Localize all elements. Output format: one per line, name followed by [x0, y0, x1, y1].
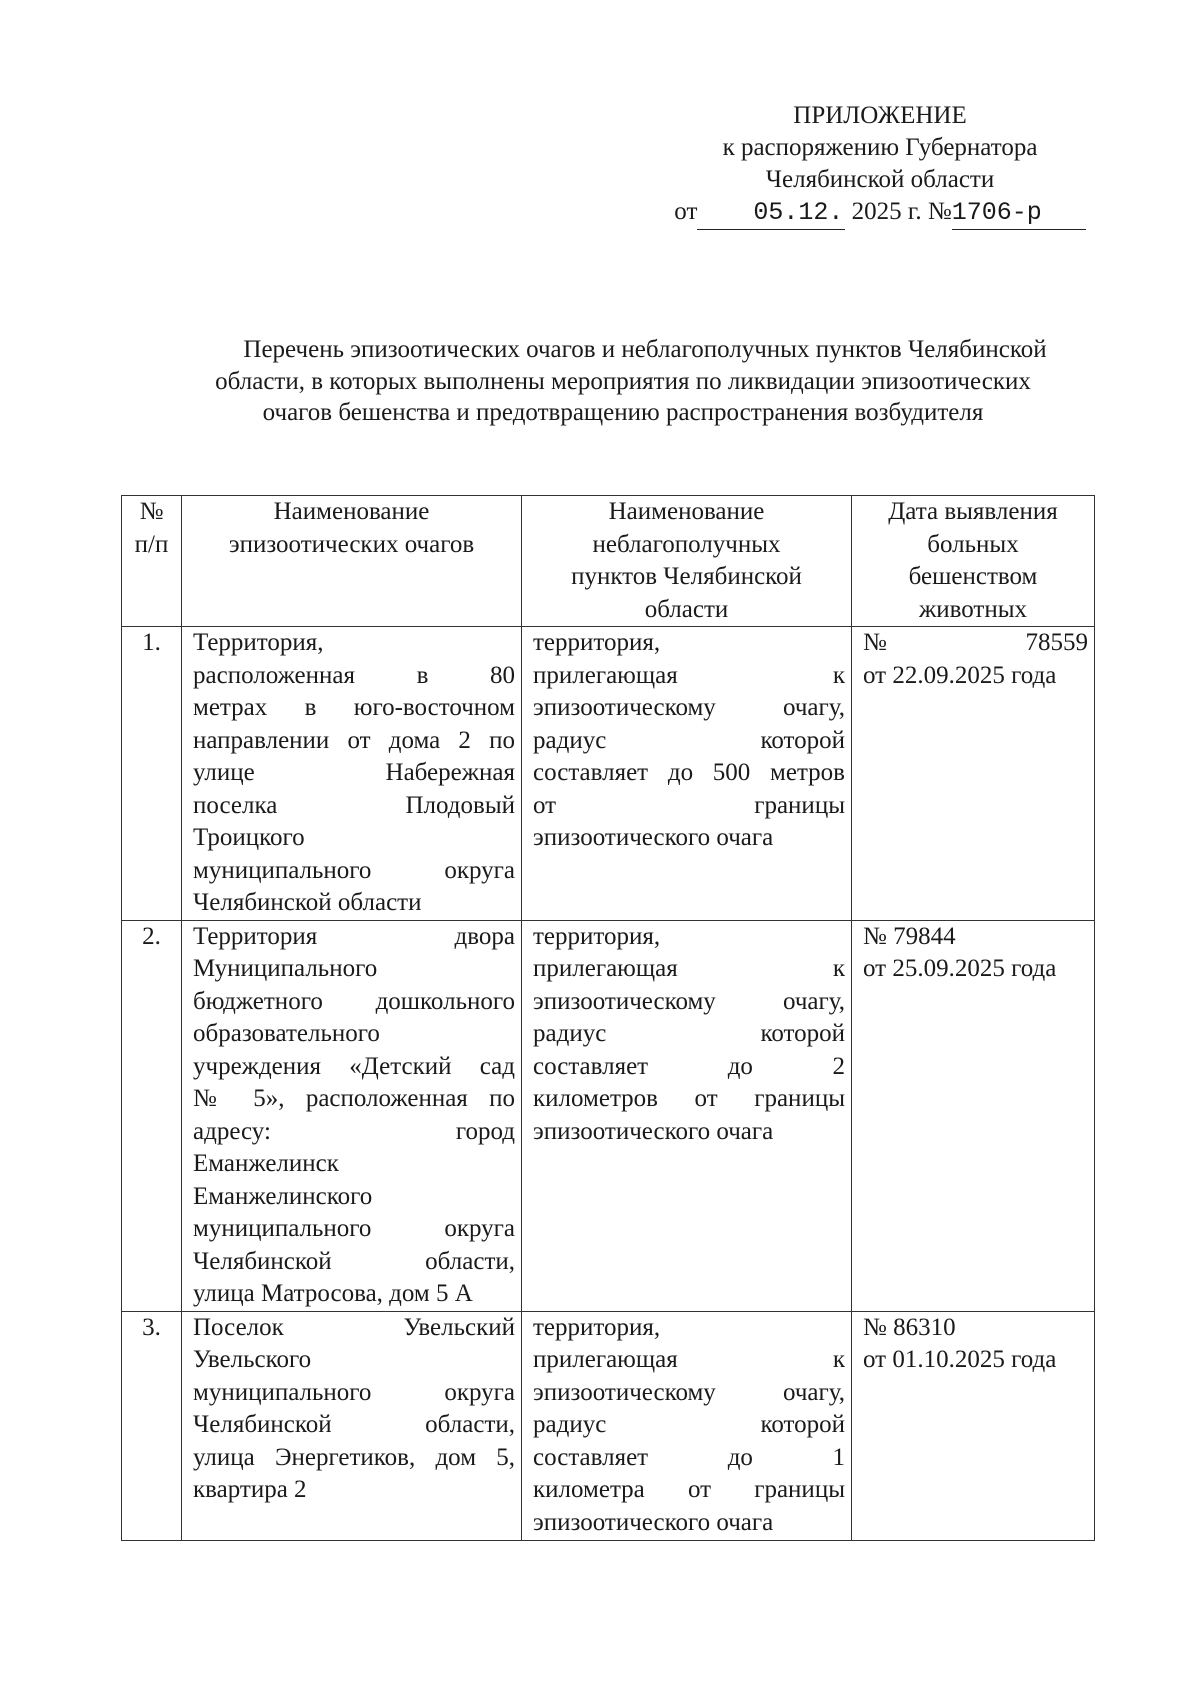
header-foci — [182, 496, 522, 627]
cell-line: Муниципального — [193, 955, 378, 982]
from-label: от — [674, 198, 698, 225]
point-cell — [522, 627, 852, 921]
point-cell — [522, 920, 852, 1311]
cell-line: от 25.09.2025 года — [863, 955, 1057, 982]
cell-line: Территория двора — [193, 922, 515, 950]
cell-line: территория, — [533, 1313, 661, 1341]
cell-line: от 22.09.2025 года — [863, 661, 1057, 689]
heading-line-3: очагов бешенства и предотвращению распространения возбудителя — [262, 399, 984, 426]
year-label: 2025 г. № — [851, 198, 952, 225]
order-number: 1706-р — [952, 197, 1086, 230]
cell-line: № 78559 — [863, 629, 1088, 656]
cell-line: километра от границы — [533, 1476, 845, 1503]
cell-line: улица Энергетиков, дом 5, — [193, 1443, 515, 1471]
cell-line: Наименование — [273, 498, 430, 525]
point-cell — [522, 1311, 852, 1540]
cell-line: муниципального округа — [193, 1215, 515, 1242]
cell-line: радиус которой — [533, 1411, 845, 1438]
cell-line: Челябинской области — [193, 889, 422, 916]
table-row — [122, 1311, 1095, 1540]
foci-table — [121, 495, 1095, 1541]
row-number: 2. — [122, 920, 182, 1311]
cell-line: № 86310 — [863, 1313, 956, 1341]
cell-line: Наименование — [608, 498, 765, 525]
cell-line: радиус которой — [533, 1020, 845, 1047]
header-num — [122, 496, 182, 627]
order-reference — [660, 196, 1100, 230]
cell-line: составляет до 1 — [533, 1443, 845, 1471]
cell-line: больных — [927, 530, 1019, 558]
cell-line: адресу: город — [193, 1117, 515, 1145]
row-number: 1. — [122, 627, 182, 921]
cell-line: Еманжелинск — [193, 1150, 339, 1177]
focus-cell — [182, 1311, 522, 1540]
cell-line: Еманжелинского — [193, 1182, 373, 1210]
header-points — [522, 496, 852, 627]
cell-line: направлении от дома 2 по — [193, 726, 515, 754]
appendix-line-1: к распоряжению Губернатора — [722, 134, 1038, 161]
cell-line: составляет до 500 метров — [533, 759, 845, 786]
cell-line: составляет до 2 — [533, 1052, 845, 1080]
cell-line: радиус которой — [533, 726, 845, 754]
cell-line: учреждения «Детский сад — [193, 1052, 515, 1080]
document-heading — [148, 334, 1098, 429]
cell-line: улица Матросова, дом 5 А — [193, 1280, 473, 1307]
table-row — [122, 627, 1095, 921]
cell-line: муниципального округа — [193, 1378, 515, 1406]
cell-line: улице Набережная — [193, 759, 515, 786]
cell-line: эпизоотического очага — [533, 1508, 774, 1536]
table-row — [122, 920, 1095, 1311]
heading-line-2: области, в которых выполнены мероприятия по ликвидации эпизоотических — [215, 367, 1031, 395]
cell-line: километров от границы — [533, 1085, 845, 1112]
date-cell — [852, 627, 1095, 921]
cell-line: территория, — [533, 922, 661, 950]
appendix-block — [660, 100, 1100, 230]
cell-line: прилегающая к — [533, 1346, 845, 1373]
cell-line: животных — [918, 595, 1028, 623]
table-header-row — [122, 496, 1095, 627]
heading-line-1: Перечень эпизоотических очагов и неблагополучных пунктов Челябинской — [243, 336, 1047, 363]
appendix-line-2: Челябинской области — [765, 166, 995, 193]
cell-line: муниципального округа — [193, 856, 515, 884]
appendix-title: ПРИЛОЖЕНИЕ — [793, 102, 967, 129]
cell-line: Поселок Увельский — [193, 1313, 515, 1341]
cell-line: образовательного — [193, 1020, 380, 1047]
cell-line: расположенная в 80 — [193, 661, 515, 689]
cell-line: прилегающая к — [533, 955, 845, 982]
cell-line: метрах в юго-восточном — [193, 694, 515, 721]
cell-line: эпизоотического очага — [533, 824, 774, 851]
cell-line: № 79844 — [863, 922, 956, 950]
date-cell — [852, 920, 1095, 1311]
cell-line: п/п — [134, 530, 169, 558]
cell-line: неблагополучных — [592, 530, 781, 558]
cell-line: Дата выявления — [888, 498, 1058, 525]
focus-cell — [182, 627, 522, 921]
order-date: 05.12. — [697, 197, 845, 230]
cell-line: бюджетного дошкольного — [193, 987, 515, 1015]
cell-line: Челябинской области, — [193, 1411, 515, 1438]
cell-line: Территория, — [193, 629, 324, 656]
cell-line: прилегающая к — [533, 661, 845, 689]
cell-line: Челябинской области, — [193, 1247, 515, 1275]
cell-line: от границы — [533, 791, 845, 819]
header-date — [852, 496, 1095, 627]
focus-cell — [182, 920, 522, 1311]
cell-line: № — [139, 498, 164, 525]
cell-line: Увельского — [193, 1346, 312, 1373]
cell-line: квартира 2 — [193, 1476, 307, 1503]
cell-line: поселка Плодовый — [193, 791, 515, 819]
cell-line: эпизоотическому очагу, — [533, 694, 845, 721]
date-cell — [852, 1311, 1095, 1540]
cell-line: Троицкого — [193, 824, 305, 851]
cell-line: от 01.10.2025 года — [863, 1346, 1057, 1373]
cell-line: области — [644, 595, 729, 623]
cell-line: эпизоотического очага — [533, 1117, 774, 1145]
cell-line: эпизоотическому очагу, — [533, 1378, 845, 1406]
cell-line: территория, — [533, 629, 661, 656]
cell-line: эпизоотическому очагу, — [533, 987, 845, 1015]
cell-line: пунктов Челябинской — [571, 563, 802, 590]
cell-line: № 5», расположенная по — [193, 1085, 515, 1112]
row-number: 3. — [122, 1311, 182, 1540]
cell-line: эпизоотических очагов — [228, 530, 475, 558]
cell-line: бешенством — [908, 563, 1038, 590]
